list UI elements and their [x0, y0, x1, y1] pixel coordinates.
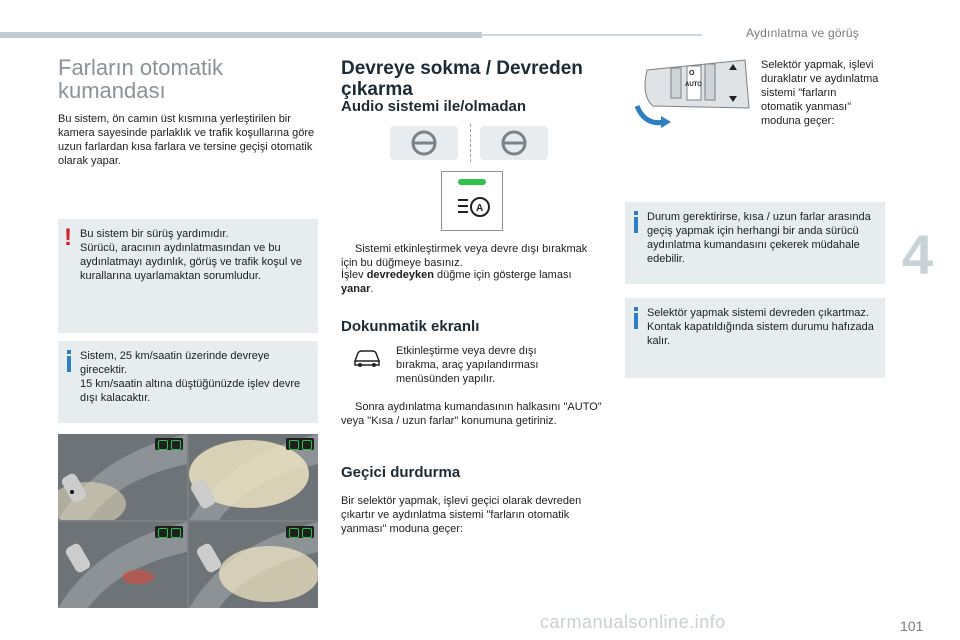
info-icon: [633, 211, 639, 233]
info-override-text: Durum gerektirirse, kısa / uzun farlar arasında geçiş yapmak için herhangi bir anda sürücü aydınlatma kumandasını çekerek müdahale edebilir.: [647, 211, 871, 265]
subheading-audio: Audio sistemi ile/olmadan: [341, 98, 527, 115]
touch-paragraph: Etkinleştirme veya devre dışı bırakma, araç yapılandırması menüsünden yapılır.: [396, 345, 539, 385]
info-icon: [633, 307, 639, 329]
info-line-1: Sistem, 25 km/saatin üzerinde devreye girecektir.: [80, 350, 270, 376]
indicator-lamp: [458, 179, 486, 185]
lighting-stalk-drawing: [625, 56, 755, 132]
info-memory-line-1: Selektör yapmak sistemi devreden çıkartmaz.: [647, 307, 869, 319]
steering-wheel-icon: [480, 126, 548, 160]
info-memory-line-2: Kontak kapatıldığında sistem durumu hafızada kalır.: [647, 321, 874, 347]
header-rule-right: [482, 34, 702, 36]
high-beam-indicator-icon: [155, 438, 183, 450]
chapter-title: Aydınlatma ve görüş: [746, 26, 859, 40]
stalk-label-auto: AUTO: [685, 82, 702, 88]
warning-line-1: Bu sistem bir sürüş yardımıdır.: [80, 228, 229, 240]
scene-high-beam: [189, 434, 318, 520]
warning-line-2: Sürücü, aracının aydınlatmasından ve bu aydınlatmayı aydınlık, görüş ve trafik koşul ve kurallarına uyarlamaktan sorumludur.: [80, 242, 302, 282]
info-note-override: [625, 202, 885, 284]
vehicle-settings-icon: [352, 346, 382, 368]
auto-beam-button[interactable]: [441, 171, 503, 231]
scene-oncoming-car: [58, 434, 187, 520]
info-icon: [66, 350, 72, 372]
high-beam-indicator-icon: [286, 526, 314, 538]
subheading-pause: Geçici durdurma: [341, 464, 461, 481]
steering-wheel-drawing: [390, 126, 458, 160]
stalk-label-off: O: [689, 70, 695, 77]
section-title-activation: Devreye sokma / Devreden çıkarma: [341, 58, 583, 100]
subheading-touchscreen: Dokunmatik ekranlı: [341, 318, 480, 335]
info-note-speed: [58, 341, 318, 423]
steering-wheel-figures: [390, 124, 560, 164]
audio-bullet: Sistemi etkinleştirmek veya devre dışı bırakmak için bu düğmeye basınız.: [341, 243, 588, 269]
info-note-memory: [625, 298, 885, 378]
steering-wheel-icon: [390, 126, 458, 160]
warning-icon: !: [64, 224, 72, 251]
high-beam-indicator-icon: [286, 438, 314, 450]
page-number: 101: [900, 618, 924, 634]
info-line-2: 15 km/saatin altına düştüğünüzde işlev devre dışı kalacaktır.: [80, 378, 301, 404]
selector-paragraph: Selektör yapmak, işlevi duraklatır ve aydınlatma sistemi "farların otomatik yanması" moduna geçer:: [761, 59, 879, 127]
pause-paragraph: Bir selektör yapmak, işlevi geçici olarak devreden çıkartır ve aydınlatma sistemi "farların otomatik yanması" moduna geçer:: [341, 495, 582, 535]
low-beam-indicator-icon: [155, 526, 183, 538]
state-paragraph: İşlev devredeyken düğme için gösterge laması yanar.: [341, 269, 572, 295]
intro-paragraph: Bu sistem, ön camın üst kısmına yerleştirilen bir kamera sayesinde parlaklık ve trafik koşullarına göre uzun farlardan kısa farlara ve tersine geçişi otomatik olarak yapar.: [58, 113, 315, 167]
chapter-number: 4: [902, 223, 934, 286]
steering-wheel-drawing: [480, 126, 548, 160]
lighting-stalk-illustration: [625, 56, 755, 132]
section-title-auto-lights: Farların otomatik kumandası: [58, 55, 224, 103]
touch-bullet: Sonra aydınlatma kumandasının halkasını "AUTO" veya "Kısa / uzun farlar" konumuna getiriniz.: [341, 401, 602, 427]
divider: [470, 124, 472, 162]
scene-clear-road: [189, 522, 318, 608]
header-rule-left: [0, 32, 482, 38]
svg-text:A: A: [476, 203, 484, 214]
traffic-illustration: [58, 434, 318, 608]
warning-note: [58, 219, 318, 333]
scene-lead-vehicle: [58, 522, 187, 608]
watermark: carmanualsonline.info: [540, 612, 726, 632]
auto-high-beam-icon: [456, 196, 490, 218]
